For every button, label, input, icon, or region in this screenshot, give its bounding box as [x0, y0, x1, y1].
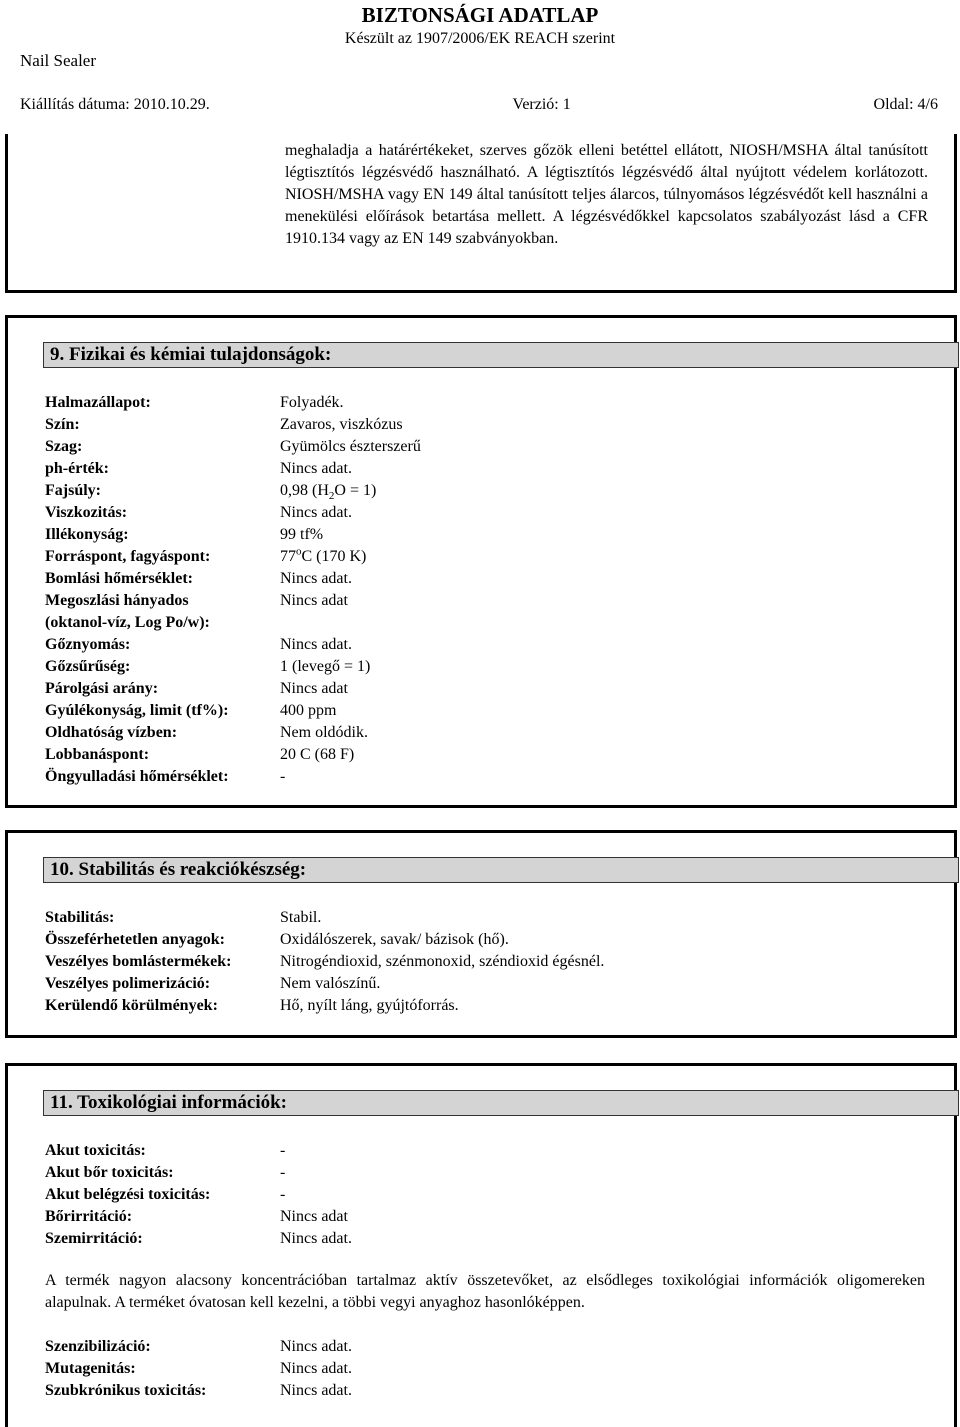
toxicology-paragraph: A termék nagyon alacsony koncentrációban tartalmaz aktív összetevőket, az elsődleges toxikológiai információk oligomereken alapulnak. A terméket óvatosan kell kezelni, a többi vegyi anyaghoz hasonlóképpen.	[45, 1272, 925, 1311]
property-label: Stabilitás:	[45, 909, 115, 926]
property-value: Hő, nyílt láng, gyújtóforrás.	[280, 997, 459, 1014]
respiratory-protection-text: meghaladja a határértékeket, szerves gőzök elleni betéttel ellátott, NIOSH/MSHA által tanúsított légtisztítós légzésvédő használható. A légtisztítós légzésvédő által nyújtott védelem korlátozott. NIOSH/MSHA vagy EN 149 által tanúsított teljes álarcos, túlnyomásos légzésvédőt kell használni a menekülési előírások betartása mellett. A légzésvédőkkel kapcsolatos szabályozást lásd a CFR 1910.134 vagy az EN 149 szabványokban.	[285, 142, 928, 247]
property-row	[8, 656, 954, 678]
property-label: Mutagenitás:	[45, 1360, 136, 1377]
property-value: Nem valószínű.	[280, 975, 381, 992]
value-superscript: o	[296, 545, 302, 558]
value-subscript: 2	[328, 490, 335, 503]
document-subtitle: Készült az 1907/2006/EK REACH szerint	[344, 30, 616, 47]
value-part: 0,98 (H	[280, 482, 329, 499]
property-row	[8, 1184, 954, 1206]
property-label: Akut belégzési toxicitás:	[45, 1186, 211, 1203]
property-value: -	[280, 768, 286, 785]
property-label: Illékonyság:	[45, 526, 129, 543]
property-value: Nitrogéndioxid, szénmonoxid, széndioxid égésnél.	[280, 953, 605, 970]
section10-box	[5, 830, 957, 1038]
property-value: -	[280, 1186, 286, 1203]
property-row	[8, 700, 954, 722]
property-label: Szubkrónikus toxicitás:	[45, 1382, 207, 1399]
property-label: Összeférhetetlen anyagok:	[45, 931, 225, 948]
issue-date: Kiállítás dátuma: 2010.10.29.	[20, 96, 210, 113]
property-row	[8, 766, 954, 788]
property-row	[8, 546, 954, 568]
property-value: Nincs adat.	[280, 1360, 352, 1377]
section8-continuation-box	[5, 134, 957, 293]
property-row	[8, 502, 954, 524]
property-label: Bőrirritáció:	[45, 1208, 133, 1225]
property-label: Szemirritáció:	[45, 1230, 143, 1247]
section11-heading: 11. Toxikológiai információk:	[43, 1090, 959, 1116]
property-label: Halmazállapot:	[45, 394, 151, 411]
property-row	[8, 634, 954, 656]
property-value: Nincs adat.	[280, 570, 352, 587]
property-value: -	[280, 1142, 286, 1159]
property-label: Veszélyes polimerizáció:	[45, 975, 211, 992]
property-value	[280, 480, 376, 502]
property-label: Akut bőr toxicitás:	[45, 1164, 174, 1181]
property-label: Szenzibilizáció:	[45, 1338, 151, 1355]
property-row	[8, 929, 954, 951]
property-label: Oldhatóság vízben:	[45, 724, 178, 741]
property-label: Akut toxicitás:	[45, 1142, 146, 1159]
property-row	[8, 973, 954, 995]
document-title: BIZTONSÁGI ADATLAP	[361, 3, 599, 27]
property-row	[8, 590, 954, 612]
value-part: 77	[280, 548, 296, 565]
property-label: Párolgási arány:	[45, 680, 159, 697]
property-label: Fajsúly:	[45, 482, 101, 499]
property-row	[8, 458, 954, 480]
section10-heading: 10. Stabilitás és reakciókészség:	[43, 857, 959, 883]
property-label: Gőzsűrűség:	[45, 658, 131, 675]
property-label: Gyúlékonyság, limit (tf%):	[45, 702, 229, 719]
property-value: Nincs adat	[280, 592, 348, 609]
property-label: ph-érték:	[45, 460, 109, 477]
property-value: Nincs adat.	[280, 504, 352, 521]
property-value: Nem oldódik.	[280, 724, 368, 741]
property-value: 1 (levegő = 1)	[280, 658, 371, 675]
property-row	[8, 1162, 954, 1184]
property-row	[8, 1358, 954, 1380]
property-label: Kerülendő körülmények:	[45, 997, 218, 1014]
property-row	[8, 568, 954, 590]
property-label: Szín:	[45, 416, 80, 433]
section9-heading: 9. Fizikai és kémiai tulajdonságok:	[43, 342, 959, 368]
property-row	[8, 678, 954, 700]
property-label: Öngyulladási hőmérséklet:	[45, 768, 229, 785]
property-row	[8, 722, 954, 744]
property-value: Nincs adat	[280, 680, 348, 697]
property-row	[8, 1336, 954, 1358]
property-label: Forráspont, fagyáspont:	[45, 548, 211, 565]
property-value: Gyümölcs észterszerű	[280, 438, 421, 455]
property-row	[8, 951, 954, 973]
property-label: Szag:	[45, 438, 83, 455]
property-row	[8, 1206, 954, 1228]
property-value: Nincs adat.	[280, 636, 352, 653]
property-value: Nincs adat.	[280, 1382, 352, 1399]
property-label: Veszélyes bomlástermékek:	[45, 953, 232, 970]
property-value: 99 tf%	[280, 526, 324, 543]
product-name: Nail Sealer	[20, 51, 96, 70]
property-value: Oxidálószerek, savak/ bázisok (hő).	[280, 931, 509, 948]
property-value: -	[280, 1164, 286, 1181]
section11-box	[5, 1063, 957, 1427]
property-row	[8, 414, 954, 436]
property-row	[8, 744, 954, 766]
property-value: Nincs adat.	[280, 1338, 352, 1355]
property-label: Viszkozitás:	[45, 504, 128, 521]
property-value: Zavaros, viszkózus	[280, 416, 403, 433]
property-value: Nincs adat	[280, 1208, 348, 1225]
property-row	[8, 995, 954, 1017]
property-label: Bomlási hőmérséklet:	[45, 570, 193, 587]
property-label: Lobbanáspont:	[45, 746, 150, 763]
property-value: Stabil.	[280, 909, 322, 926]
property-row	[8, 1228, 954, 1250]
property-row	[8, 436, 954, 458]
property-row	[8, 907, 954, 929]
version: Verzió: 1	[512, 96, 571, 113]
section9-box	[5, 315, 957, 808]
property-value: Folyadék.	[280, 394, 344, 411]
property-row	[8, 1140, 954, 1162]
property-value: 20 C (68 F)	[280, 746, 355, 763]
header-meta-row	[20, 94, 938, 116]
property-label: Gőznyomás:	[45, 636, 131, 653]
property-row	[8, 524, 954, 546]
property-value: Nincs adat.	[280, 1230, 352, 1247]
value-part: O = 1)	[334, 482, 377, 499]
property-row	[8, 480, 954, 502]
value-part: C (170 K)	[301, 548, 367, 565]
property-row	[8, 612, 954, 634]
property-value: Nincs adat.	[280, 460, 352, 477]
property-label: Megoszlási hányados	[45, 592, 189, 609]
property-value: 400 ppm	[280, 702, 337, 719]
property-row	[8, 392, 954, 414]
property-value	[280, 546, 366, 568]
property-label: (oktanol-víz, Log Po/w):	[45, 614, 210, 631]
page-number: Oldal: 4/6	[873, 96, 938, 113]
property-row	[8, 1380, 954, 1402]
